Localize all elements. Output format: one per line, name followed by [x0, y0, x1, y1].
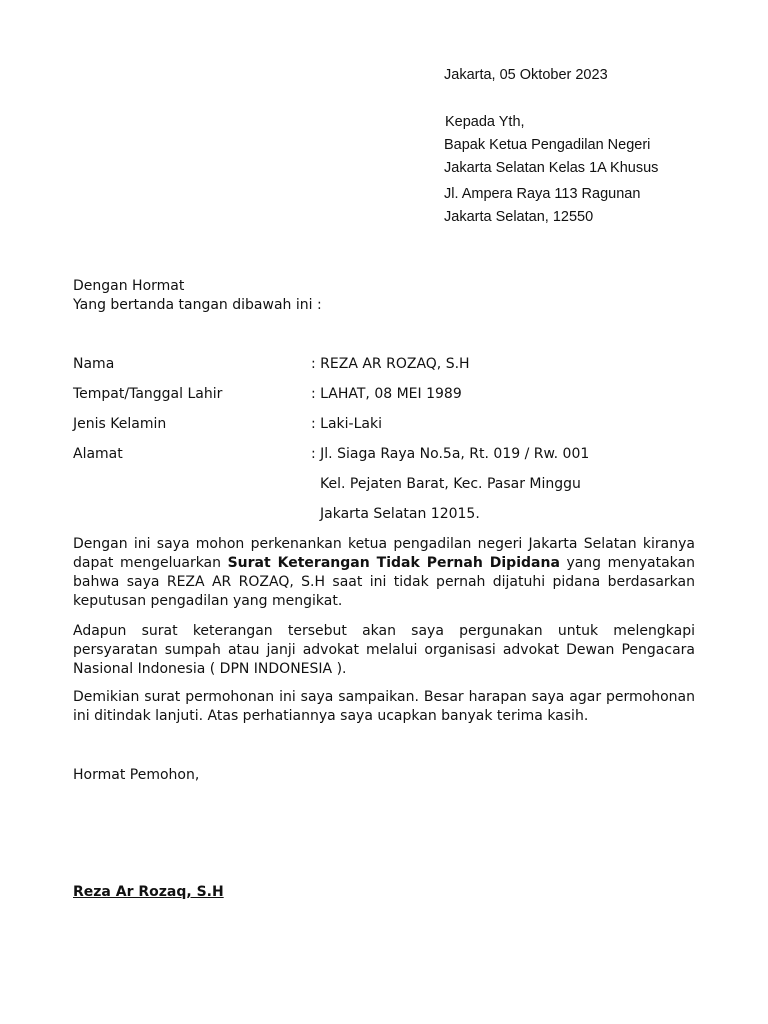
paragraph-purpose: Adapun surat keterangan tersebut akan saya pergunakan untuk melengkapi persyaratan sumpah atau janji advokat melalui organisasi advokat Dewan Pengacara Nasional Indonesia ( DPN INDONESIA ).: [73, 623, 695, 677]
letter-date: Jakarta, 05 Oktober 2023: [444, 67, 608, 83]
identity-label-name: Nama: [73, 356, 115, 372]
recipient-salutation: Kepada Yth,: [445, 114, 525, 130]
recipient-line-4: Jakarta Selatan, 12550: [444, 209, 594, 225]
signature-name: Reza Ar Rozaq, S.H: [73, 884, 224, 900]
paragraph-request-text-2: yang menyatakan bahwa saya REZA AR ROZAQ, S.H saat ini tidak pernah dijatuhi pidana berdasarkan keputusan pengadilan yang mengikat.: [73, 555, 695, 609]
identity-label-address: Alamat: [73, 446, 123, 462]
identity-value-name: : REZA AR ROZAQ, S.H: [311, 356, 470, 372]
recipient-line-3: Jl. Ampera Raya 113 Ragunan: [444, 186, 641, 202]
closing-phrase: Hormat Pemohon,: [73, 767, 200, 783]
address-continuation-2: Jakarta Selatan 12015.: [320, 506, 480, 522]
greeting: Dengan Hormat: [73, 278, 185, 294]
paragraph-request: [73, 535, 695, 611]
intro-line: Yang bertanda tangan dibawah ini :: [73, 297, 322, 313]
recipient-line-2: Jakarta Selatan Kelas 1A Khusus: [444, 160, 659, 176]
recipient-line-1: Bapak Ketua Pengadilan Negeri: [444, 137, 651, 153]
address-continuation-1: Kel. Pejaten Barat, Kec. Pasar Minggu: [320, 476, 581, 492]
identity-value-gender: : Laki-Laki: [311, 416, 382, 432]
identity-label-birth: Tempat/Tanggal Lahir: [73, 386, 223, 402]
identity-value-birth: : LAHAT, 08 MEI 1989: [311, 386, 462, 402]
paragraph-request-text-1: Dengan ini saya mohon perkenankan ketua pengadilan negeri Jakarta Selatan kiranya dapat mengeluarkan: [73, 536, 695, 571]
document-title-bold: Surat Keterangan Tidak Pernah Dipidana: [227, 555, 560, 571]
paragraph-closing: Demikian surat permohonan ini saya sampaikan. Besar harapan saya agar permohonan ini ditindak lanjuti. Atas perhatiannya saya ucapkan banyak terima kasih.: [73, 689, 695, 724]
identity-label-gender: Jenis Kelamin: [73, 416, 167, 432]
identity-value-address: : Jl. Siaga Raya No.5a, Rt. 019 / Rw. 001: [311, 446, 590, 462]
